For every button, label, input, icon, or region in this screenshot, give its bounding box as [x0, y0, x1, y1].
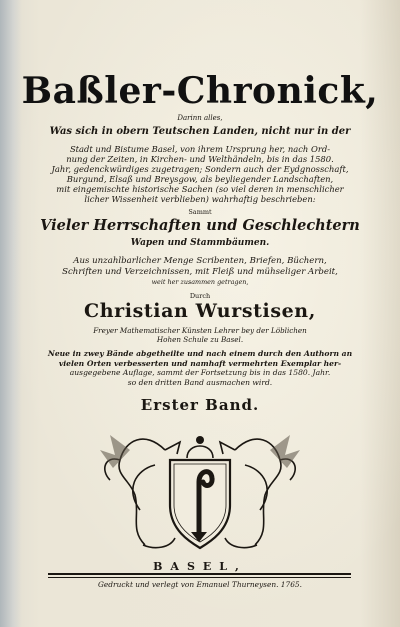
subtitle-body — [0, 144, 400, 204]
subtitle-line-1: Was sich in obern Teutschen Landen, nicht nur in der — [49, 126, 351, 137]
sources-line: Schriften und Verzeichnissen, mit Fleiß und mühseliger Arbeit, — [62, 266, 338, 277]
edition-line-small: so den dritten Band ausmachen wird. — [127, 377, 273, 387]
sources-paragraph — [0, 256, 400, 288]
subtitle-line: Stadt und Bistume Basel, von ihrem Ursprung her, nach Ord- — [69, 144, 331, 154]
sammt-word: Sammt — [188, 208, 212, 216]
imprint-rule-thin — [48, 577, 351, 578]
wapen-line: Wapen und Stammbäumen. — [130, 238, 270, 248]
imprint-rule-thick — [48, 573, 351, 575]
city-name: BASEL, — [153, 560, 247, 573]
edition-note — [0, 349, 400, 387]
edition-line: vielen Orten verbesserten und namhaft vermehrten Exemplar her- — [58, 358, 342, 368]
author-desc-line: Freyer Mathematischer Künsten Lehrer bey der Löblichen — [93, 326, 307, 335]
edition-line: Neue in zwey Bände abgetheilte und nach einem durch den Authorn an — [47, 349, 353, 358]
durch-word: Durch — [189, 292, 211, 300]
author-name: Christian Wurstisen, — [84, 300, 316, 322]
subtitle-line: Burgund, Elsaß und Breysgow, als beyliegender Landschaften, — [66, 174, 334, 184]
author-desc-line: Hohen Schule zu Basel. — [156, 335, 244, 344]
subtitle-line: licher Wissenheit verblieben) wahrhaftig beschrieben: — [84, 194, 316, 204]
subtitle-line: nung der Zeiten, in Kirchen- und Welthändeln, bis in das 1580. — [66, 154, 334, 164]
sources-line-small: weit her zusammen getragen, — [151, 278, 249, 286]
subtitle-intro: Darinn alles, — [177, 114, 223, 122]
author-description — [0, 326, 400, 344]
book-title: Baßler-Chronick, — [21, 70, 379, 112]
herrschaften-heading: Vieler Herrschaften und Geschlechtern — [40, 217, 360, 234]
sources-line: Aus unzahlbarlicher Menge Scribenten, Briefen, Büchern, — [73, 256, 327, 266]
imprint-line: Gedruckt und verlegt von Emanuel Thurneysen. 1765. — [98, 580, 302, 589]
edition-line-small: ausgegebene Auflage, sammt der Fortsetzung bis in das 1580. Jahr. — [69, 368, 331, 378]
subtitle-line: mit eingemischte historische Sachen (so viel deren in menschlicher — [56, 184, 344, 194]
basel-crest-icon — [95, 420, 305, 560]
subtitle-line: Jahr, gedenckwürdiges zugetragen; Sondern auch der Eydgnosschaft, — [51, 164, 349, 174]
volume-label: Erster Band. — [140, 396, 260, 414]
